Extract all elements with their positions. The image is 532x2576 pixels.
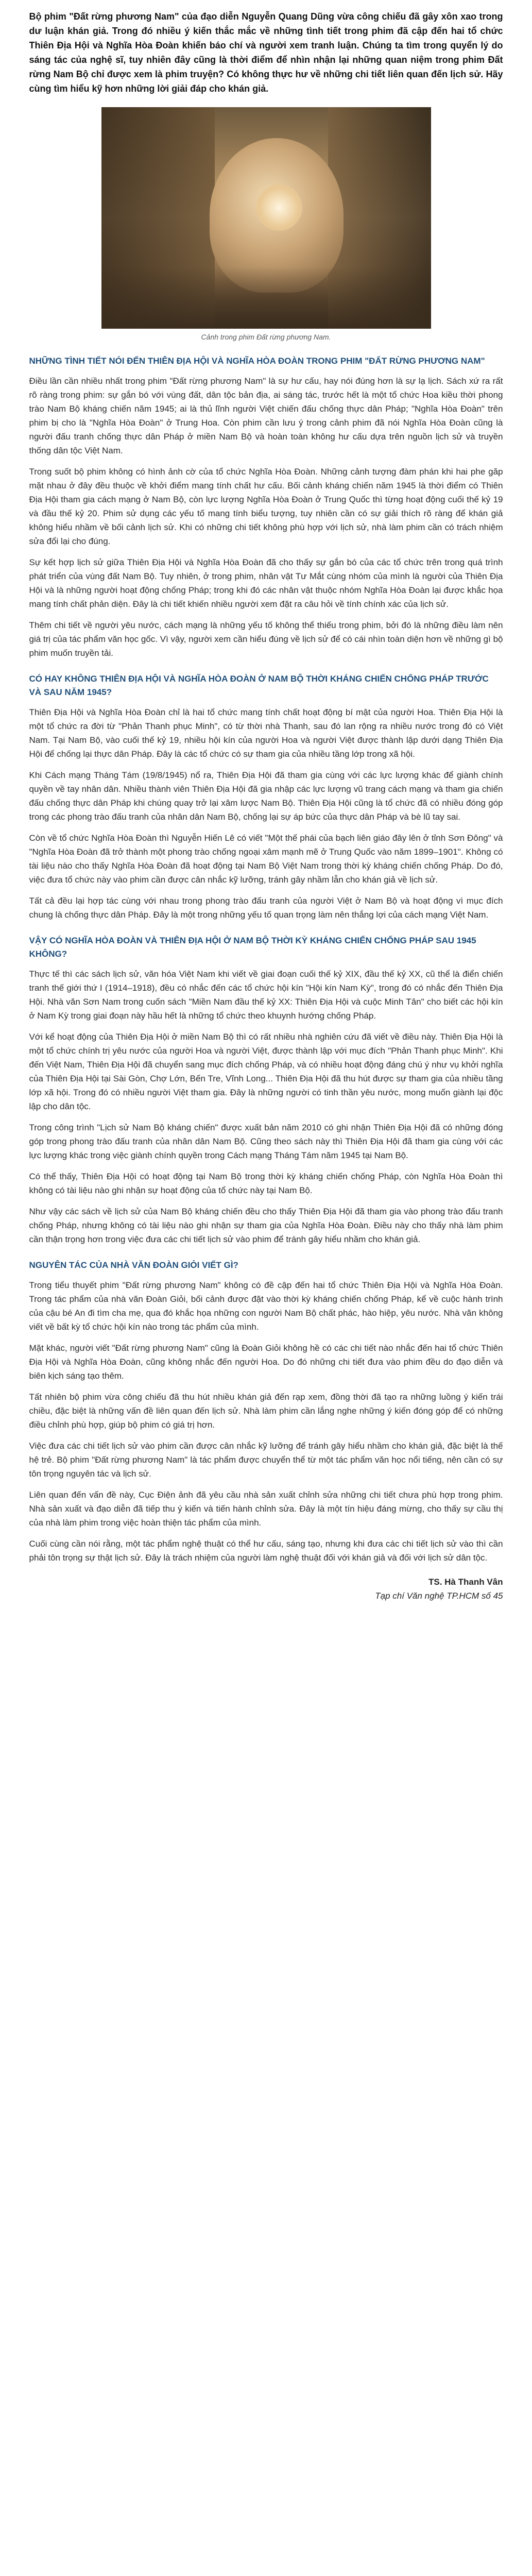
paragraph: Thêm chi tiết về người yêu nước, cách mạng là những yếu tố không thể thiếu trong phim, bởi đó là những điều làm nên giá trị của tác phẩm văn học gốc. Vì vậy, người xem cần hiểu đúng về lịch sử để có cái nhìn toàn diện hơn về những gì bộ phim muốn truyền tải. — [29, 620, 503, 658]
paragraph: Như vậy các sách về lịch sử của Nam Bộ kháng chiến đều cho thấy Thiên Địa Hội đã tham gia vào phong trào đấu tranh chống Pháp, nhưng không có tài liệu nào ghi nhận sự tham gia của Nghĩa Hòa Đoàn. Điều này cho thấy nhà làm phim cần thận trọng hơn trong việc đưa các chi tiết lịch sử vào phim để tránh gây hiểu nhầm cho khán giả. — [29, 1207, 503, 1244]
paragraph: Điều lần cần nhiều nhất trong phim "Đất rừng phương Nam" là sự hư cấu, hay nói đúng hơn là sự lạ lịch. Sách xứ ra rất rõ ràng trong phim: sự gắn bó với vùng đất, dân tộc bản địa, ai sáng tác, trước hết là một tổ chức Hoa kiều thời phong trào Nam Bộ kháng chiến năm 1945; ai là thủ lĩnh người Việt chiến đấu chống thực dân Pháp; "Nghĩa Hòa Đoàn" trên phim bị cho là "Nghĩa Hòa Đoàn" ở Trung Hoa. Còn phim cần lưu ý trong cảnh phim đã nói Nghĩa Hòa Đoàn cũng là người đấu tranh chống thực dân Pháp ở miền Nam Bộ và hoàn toàn không hư cấu dựa trên nguồn lịch sử và truyền thống dân tộc Việt Nam. — [29, 376, 503, 455]
paragraph: Việc đưa các chi tiết lịch sử vào phim cần được cân nhắc kỹ lưỡng để tránh gây hiểu nhầm cho khán giả, đặc biệt là thế hệ trẻ. Bộ phim "Đất rừng phương Nam" là tác phẩm được chuyển thể từ một tác phẩm văn học nổi tiếng, nên cần có sự tôn trọng nguyên tác và lịch sử. — [29, 1441, 503, 1479]
article-figure — [101, 107, 431, 329]
paragraph: Thực tế thì các sách lịch sử, văn hóa Việt Nam khi viết về giai đoạn cuối thế kỷ XIX, đầu thế kỷ XX, cũ thể là điển chiến tranh thế giới thứ I (1914–1918), đều có nhắc đến các tổ chức hội kín "Hội kín Nam Kỳ", trong đó có nhắc đến Thiên Địa Hội. Nhà văn Sơn Nam trong cuốn sách "Miền Nam đầu thế kỷ XX: Thiên Địa Hội và cuộc Minh Tân" cho biết các hội kín ở Nam Kỳ trong giai đoạn này hầu hết là những tổ chức theo khuynh hướng chống Pháp. — [29, 969, 503, 1021]
article-source: Tạp chí Văn nghệ TP.HCM số 45 — [375, 1591, 503, 1601]
paragraph: Thiên Địa Hội và Nghĩa Hòa Đoàn chỉ là hai tổ chức mang tính chất hoạt động bí mật của người Hoa. Thiên Địa Hội là một tổ chức ra đời từ "Phản Thanh phục Minh", có từ thời nhà Thanh, sau đó lan rộng ra nhiều nước trong đó có Việt Nam. Tại Nam Bộ, vào cuối thế kỷ 19, nhiều hội kín của người Hoa và người Việt được thành lập dưới dạng Thiên Địa Hội để chống lại thực dân Pháp. Đây là các tổ chức có sự tham gia của nhiều tầng lớp trong xã hội. — [29, 707, 503, 759]
paragraph: Trong suốt bộ phim không có hình ảnh cờ của tổ chức Nghĩa Hòa Đoàn. Những cảnh tượng đàm phán khi hai phe găp mặt nhau ở đây đều thuộc về khởi điểm mang tính chất hư cấu. Bối cảnh kháng chiến năm 1945 là thời điểm có Thiên Địa Hội tham gia cách mạng ở Nam Bộ, còn lực lượng Nghĩa Hòa Đoàn ở Trung Quốc thì từng hoạt động cuối thế kỷ 19 và đầu thế kỷ 20. Phim sử dụng các yếu tố mang tính biểu tượng, tuy nhiên cần có sự giải thích rõ ràng để khán giả không hiểu nhầm về bối cảnh lịch sử. Khi có những chi tiết không phù hợp với lịch sử, nhà làm phim cần có trách nhiệm sửa đổi lại cho đúng. — [29, 467, 503, 546]
paragraph: Liên quan đến vấn đề này, Cục Điện ảnh đã yêu cầu nhà sản xuất chỉnh sửa những chi tiết chưa phù hợp trong phim. Nhà sản xuất và đạo diễn đã tiếp thu ý kiến và tiến hành chỉnh sửa. Đây là một tín hiệu đáng mừng, cho thấy sự cầu thị của nhà làm phim trong việc hoàn thiện tác phẩm của mình. — [29, 1490, 503, 1528]
paragraph: Mặt khác, người viết "Đất rừng phương Nam" cũng là Đoàn Giỏi không hề có các chi tiết nào nhắc đến hai tổ chức Thiên Địa Hội và Nghĩa Hòa Đoàn, cũng không nhắc đến người Hoa. Do đó những chi tiết đưa vào phim đều do đạo diễn và biên kịch sáng tạo thêm. — [29, 1343, 503, 1381]
section-heading: VẬY CÓ NGHĨA HÒA ĐOÀN VÀ THIÊN ĐỊA HỘI Ở NAM BỘ THỜI KỲ KHÁNG CHIẾN CHỐNG PHÁP SAU 1945 KHÔNG? — [29, 936, 476, 959]
film-still-image — [101, 107, 431, 329]
section-heading: NHỮNG TÌNH TIẾT NÓI ĐẾN THIÊN ĐỊA HỘI VÀ NGHĨA HÒA ĐOÀN TRONG PHIM "ĐẤT RỪNG PHƯƠNG NAM" — [29, 356, 485, 366]
paragraph: Sự kết hợp lịch sử giữa Thiên Địa Hội và Nghĩa Hòa Đoàn đã cho thấy sự gắn bó của các tổ chức trên trong quá trình phát triển của vùng đất Nam Bộ. Tuy nhiên, ở trong phim, nhân vật Tư Mắt cùng nhóm của mình là người của Thiên Địa Hội và là những người hoạt động chống Pháp; trong khi đó các nhân vật thuộc nhóm Nghĩa Hòa Đoàn lại được khắc họa mang tính chất phản diện. Đây là chi tiết khiến nhiều người xem đặt ra câu hỏi về tính chính xác của lịch sử. — [29, 557, 503, 609]
paragraph: Còn về tổ chức Nghĩa Hòa Đoàn thì Nguyễn Hiến Lê có viết "Một thế phái của bạch liên giáo đây lên ở tỉnh Sơn Đông" và "Nghĩa Hòa Đoàn đã trở thành một phong trào chống ngoại xâm mạnh mẽ ở Trung Quốc vào năm 1899–1901". Không có tài liệu nào cho thấy Nghĩa Hòa Đoàn đã hoạt động tại Nam Bộ Việt Nam trong thời kỳ kháng chiến chống Pháp. Do đó, việc đưa tổ chức này vào phim cần được cân nhắc kỹ lưỡng, tránh gây nhầm lẫn cho khán giả về lịch sử. — [29, 833, 503, 885]
article — [29, 0, 503, 1603]
paragraph: Tất nhiên bộ phim vừa công chiếu đã thu hút nhiều khán giả đến rạp xem, đồng thời đã tạo ra những luồng ý kiến trái chiều, đặc biệt là những vấn đề liên quan đến lịch sử. Nhà làm phim cần lắng nghe những ý kiến đóng góp để có những điều chỉnh phù hợp, giúp bộ phim có giá trị hơn. — [29, 1392, 503, 1430]
article-lead: Bộ phim "Đất rừng phương Nam" của đạo diễn Nguyễn Quang Dũng vừa công chiếu đã gây xôn xao trong dư luận khán giả. Trong đó nhiều ý kiến thắc mắc về những tình tiết trong phim đã cập đến hai tổ chức Thiên Địa Hội và Nghĩa Hòa Đoàn khiến báo chí và người xem tranh luận. Chúng ta tìm trong quyển lý do sáng tác của nghệ sĩ, tuy nhiên đây cũng là thời điểm để nhìn nhận lại những quan niệm trong phim Đất rừng Nam Bộ chỉ được xem là phim truyện? Có không thực hư về những chi tiết liên quan đến lịch sử. Hãy cùng tìm hiểu kỹ hơn những lời giải đáp cho khán giả. — [29, 11, 503, 94]
section-heading: NGUYÊN TÁC CỦA NHÀ VĂN ĐOÀN GIỎI VIẾT GÌ? — [29, 1260, 238, 1270]
image-caption: Cảnh trong phim Đất rừng phương Nam. — [201, 333, 331, 341]
paragraph: Khi Cách mạng Tháng Tám (19/8/1945) nổ ra, Thiên Địa Hội đã tham gia cùng với các lực lượng khác để giành chính quyền về tay nhân dân. Nhiều thành viên Thiên Địa Hội đã gia nhập các lực lượng vũ trang cách mạng và tham gia chiến đấu chống thực dân Pháp khi chúng quay trở lại xâm lược Nam Bộ. Thiên Địa Hội cũng là tổ chức đã có nhiều đóng góp trong các phong trào đấu tranh của nhân dân Nam Bộ, chống lại sự áp bức của thực dân Pháp và bè lũ tay sai. — [29, 770, 503, 822]
section-heading: CÓ HAY KHÔNG THIÊN ĐỊA HỘI VÀ NGHĨA HÒA ĐOÀN Ở NAM BỘ THỜI KHÁNG CHIẾN CHỐNG PHÁP TRƯỚC VÀ SAU NĂM 1945? — [29, 674, 489, 697]
paragraph: Trong tiểu thuyết phim "Đất rừng phương Nam" không có đề cập đến hai tổ chức Thiên Địa Hội và Nghĩa Hòa Đoàn. Trong tác phẩm của nhà văn Đoàn Giỏi, bối cảnh được đặt vào thời kỳ kháng chiến chống Pháp, kể về cuộc hành trình của cậu bé An đi tìm cha mẹ, qua đó khắc họa những con người Nam Bộ chất phác, hào hiệp, yêu nước. Nhà văn không viết về bất kỳ tổ chức hội kín nào trong tác phẩm của mình. — [29, 1280, 503, 1332]
author-name: TS. Hà Thanh Vân — [428, 1577, 503, 1587]
byline — [29, 1575, 503, 1603]
paragraph: Cuối cùng cần nói rằng, một tác phẩm nghệ thuật có thể hư cấu, sáng tạo, nhưng khi đưa các chi tiết lịch sử vào thì cần phải tôn trọng sự thật lịch sử. Đây là trách nhiệm của người làm nghệ thuật đối với khán giả và đối với lịch sử dân tộc. — [29, 1539, 503, 1563]
paragraph: Có thể thấy, Thiên Địa Hội có hoạt động tại Nam Bộ trong thời kỳ kháng chiến chống Pháp, còn Nghĩa Hòa Đoàn thì không có tài liệu nào ghi nhận sự hoạt động của tổ chức này tại Nam Bộ. — [29, 1172, 503, 1195]
paragraph: Với kể hoạt động của Thiên Địa Hội ở miền Nam Bộ thì có rất nhiều nhà nghiên cứu đã viết về điều này. Thiên Địa Hội là một tổ chức chính trị yêu nước của người Hoa và người Việt, được thành lập với mục đích "Phản Thanh phục Minh". Khi đến Việt Nam, Thiên Địa Hội đã chuyển sang mục đích chống Pháp, và có nhiều hoạt động đáng chú ý như vụ khởi nghĩa của Thiên Địa Hội tại Sài Gòn, Chợ Lớn, Bến Tre, Vĩnh Long... Thiên Địa Hội đã thu hút được sự tham gia của nhiều tầng lớp xã hội. Trong đó có nhiều người Việt tham gia. Đây là những người có tinh thần yêu nước, mong muốn giành lại độc lập cho dân tộc. — [29, 1032, 503, 1111]
paragraph: Tất cả đều lại hợp tác cùng với nhau trong phong trào đấu tranh của người Việt ở Nam Bộ và hoạt động vì mục đích chung là chống thực dân Pháp. Đây là một trong những yếu tố quan trọng làm nên thắng lợi của cách mạng Việt Nam. — [29, 896, 503, 920]
paragraph: Trong công trình "Lịch sử Nam Bộ kháng chiến" được xuất bản năm 2010 có ghi nhận Thiên Địa Hội đã có những đóng góp trong phong trào đấu tranh của nhân dân Nam Bộ. Cũng theo sách này thì Thiên Địa Hội đã tham gia cùng với các lực lượng khác trong việc giành chính quyền trong Cách mạng Tháng Tám năm 1945 tại Nam Bộ. — [29, 1123, 503, 1160]
